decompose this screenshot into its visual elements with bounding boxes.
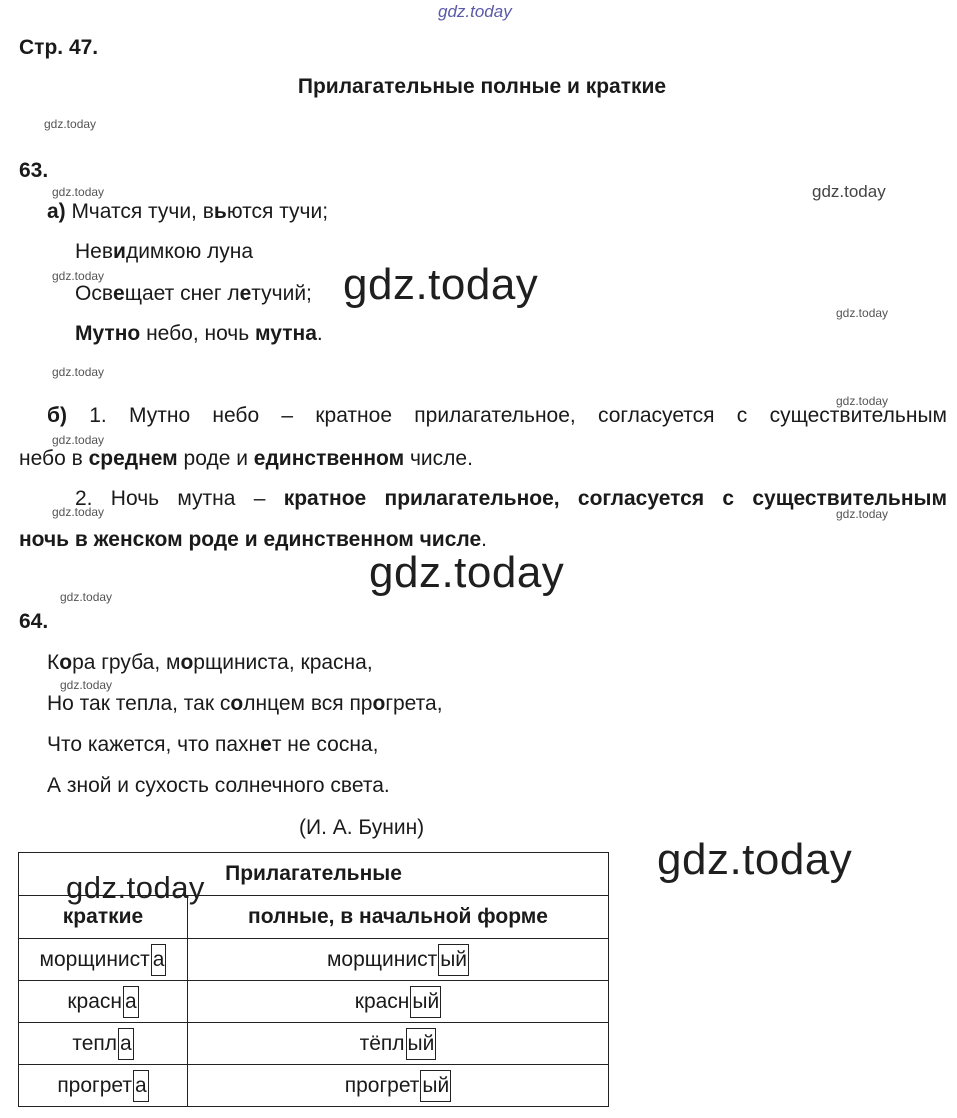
text: роде и bbox=[177, 447, 254, 470]
part-a-label: а) bbox=[47, 200, 66, 223]
bold-text: ночь в женском роде и единственном числе bbox=[19, 528, 482, 551]
text: . bbox=[481, 528, 487, 551]
stem: прогрет bbox=[344, 1073, 420, 1097]
short-form-cell bbox=[19, 1023, 188, 1065]
part-b-label: б) bbox=[47, 404, 67, 427]
highlight-letter: и bbox=[113, 240, 126, 263]
text: небо в bbox=[19, 447, 89, 470]
text: димкою луна bbox=[125, 240, 254, 263]
watermark-small: gdz.today bbox=[52, 505, 105, 519]
poem-line-4: А зной и сухость солнечного света. bbox=[47, 774, 390, 797]
part-b-line-4 bbox=[19, 528, 487, 552]
ending-box: а bbox=[123, 986, 139, 1018]
stem: красн bbox=[67, 989, 122, 1013]
text: числе. bbox=[404, 447, 473, 470]
poem-line-2 bbox=[47, 692, 443, 716]
page-reference: Стр. 47. bbox=[19, 36, 99, 59]
text: ются тучи; bbox=[226, 200, 329, 223]
text: небо, ночь bbox=[140, 322, 256, 345]
ending-box: ый bbox=[420, 1070, 451, 1102]
watermark-small: gdz.today bbox=[836, 306, 889, 320]
text: рщиниста, красна, bbox=[193, 651, 373, 674]
text: Нев bbox=[75, 240, 114, 263]
watermark-small: gdz.today bbox=[52, 365, 105, 379]
exercise-64-number: 64. bbox=[19, 610, 49, 633]
highlight-letter: о bbox=[372, 692, 386, 715]
text: щает снег л bbox=[124, 282, 240, 305]
poem-line-1 bbox=[47, 651, 373, 675]
watermark-small: gdz.today bbox=[60, 590, 113, 604]
ending-box: а bbox=[151, 944, 167, 976]
watermark-medium: gdz.today bbox=[812, 182, 886, 201]
table-row bbox=[19, 1023, 609, 1065]
stem: тёпл bbox=[359, 1031, 405, 1055]
highlight-letter: о bbox=[230, 692, 244, 715]
table-header: Прилагательные bbox=[19, 853, 609, 896]
watermark-small: gdz.today bbox=[44, 117, 97, 131]
bold-word: Мутно bbox=[75, 322, 141, 345]
part-b-line-1 bbox=[47, 404, 947, 428]
short-form-cell bbox=[19, 981, 188, 1023]
watermark-large: gdz.today bbox=[657, 835, 853, 884]
text: 2. Ночь мутна – bbox=[75, 487, 284, 510]
text: Осв bbox=[75, 282, 113, 305]
watermark-small: gdz.today bbox=[52, 185, 105, 199]
stem: морщинист bbox=[39, 947, 150, 971]
poem-line-1 bbox=[47, 200, 328, 224]
poem-line-3 bbox=[47, 733, 378, 757]
ending-box: ый bbox=[406, 1028, 437, 1060]
highlight-letter: о bbox=[180, 651, 194, 674]
highlight-letter: о bbox=[59, 651, 73, 674]
text: К bbox=[47, 651, 60, 674]
highlight-letter: ь bbox=[213, 200, 227, 223]
stem: прогрет bbox=[57, 1073, 132, 1097]
highlight-letter: е bbox=[113, 282, 125, 305]
column-short: краткие bbox=[19, 896, 188, 939]
short-form-cell bbox=[19, 1065, 188, 1107]
poem-author: (И. А. Бунин) bbox=[299, 816, 425, 839]
watermark-large: gdz.today bbox=[369, 548, 565, 597]
watermark-large: gdz.today bbox=[66, 870, 205, 905]
table-row bbox=[19, 939, 609, 981]
text: т не сосна, bbox=[271, 733, 379, 756]
ending-box: ый bbox=[410, 986, 441, 1018]
text: . bbox=[316, 322, 323, 345]
ending-box: а bbox=[118, 1028, 134, 1060]
bold-text: кратное прилагательное, согласуется с существительным bbox=[283, 487, 947, 510]
bold-word: мутна bbox=[255, 322, 317, 345]
watermark-small: gdz.today bbox=[52, 433, 105, 447]
text: Мчатся тучи, в bbox=[71, 200, 214, 223]
poem-line-3 bbox=[75, 282, 312, 306]
full-form-cell bbox=[188, 1065, 609, 1107]
ending-box: а bbox=[133, 1070, 149, 1102]
page-title: Прилагательные полные и краткие bbox=[297, 75, 667, 98]
text: грета, bbox=[385, 692, 443, 715]
text: лнцем вся пр bbox=[243, 692, 373, 715]
poem-line-2 bbox=[75, 240, 253, 264]
exercise-63-number: 63. bbox=[19, 159, 49, 182]
poem-line-4 bbox=[75, 322, 323, 346]
text: Что кажется, что пахн bbox=[47, 733, 261, 756]
table-row bbox=[19, 981, 609, 1023]
bold-word: среднем bbox=[88, 447, 178, 470]
watermark-small: gdz.today bbox=[836, 394, 889, 408]
full-form-cell bbox=[188, 939, 609, 981]
text: Но так тепла, так с bbox=[47, 692, 231, 715]
highlight-letter: е bbox=[239, 282, 252, 305]
ending-box: ый bbox=[438, 944, 469, 976]
short-form-cell bbox=[19, 939, 188, 981]
part-b-line-2 bbox=[19, 447, 473, 471]
highlight-letter: е bbox=[260, 733, 272, 756]
stem: красн bbox=[354, 989, 410, 1013]
watermark-small: gdz.today bbox=[836, 507, 889, 521]
part-b-line-3 bbox=[75, 487, 947, 511]
bold-word: единственном bbox=[253, 447, 405, 470]
full-form-cell bbox=[188, 1023, 609, 1065]
stem: тепл bbox=[72, 1031, 117, 1055]
watermark-top: gdz.today bbox=[438, 2, 512, 21]
watermark-small: gdz.today bbox=[52, 269, 105, 283]
stem: морщинист bbox=[326, 947, 438, 971]
watermark-small: gdz.today bbox=[60, 678, 113, 692]
table-row bbox=[19, 1065, 609, 1107]
watermark-large: gdz.today bbox=[343, 260, 539, 309]
text: тучий; bbox=[251, 282, 312, 305]
column-full: полные, в начальной форме bbox=[188, 896, 609, 939]
text: ра груба, м bbox=[72, 651, 181, 674]
text: 1. Мутно небо – кратное прилагательное, согласуется с существительным bbox=[89, 404, 947, 427]
full-form-cell bbox=[188, 981, 609, 1023]
